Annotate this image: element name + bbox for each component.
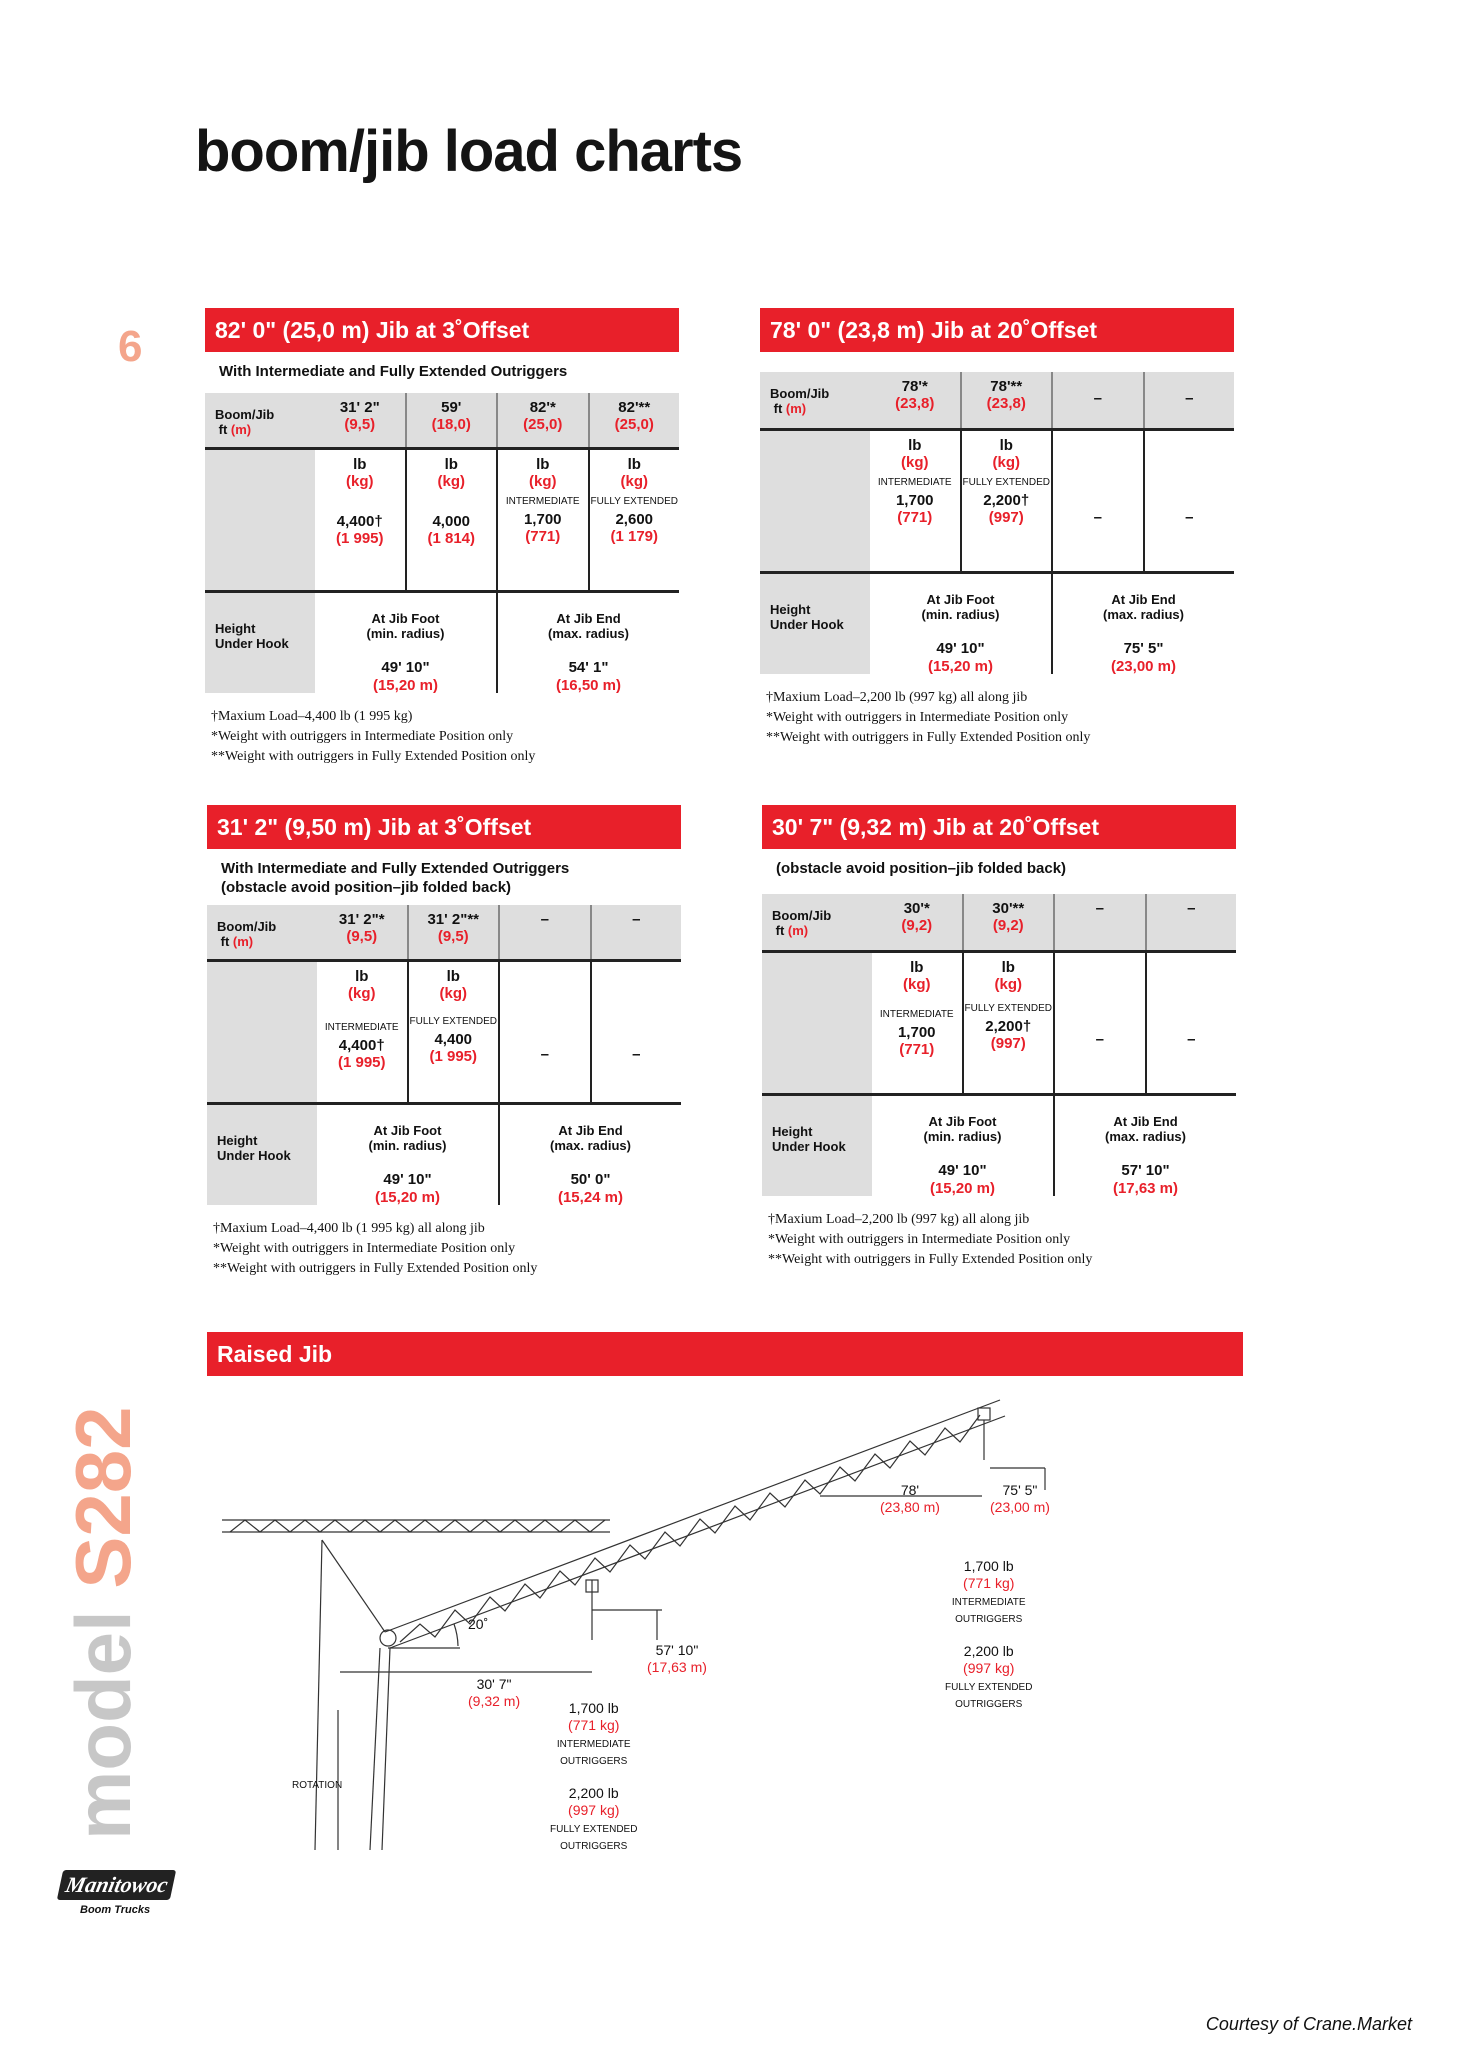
- col-length-m: (23,8): [986, 395, 1026, 412]
- foot-height-m: (15,20 m): [927, 658, 994, 675]
- foot-height-ft: 49' 10": [938, 1162, 987, 1179]
- ft-label: ft: [773, 401, 783, 416]
- foot-height-ft: 49' 10": [383, 1171, 432, 1188]
- height-label: Height: [215, 621, 256, 636]
- end-height-ft: 57' 10": [1121, 1162, 1170, 1179]
- panel-title: 82' 0" (25,0 m) Jib at 3˚Offset: [205, 308, 679, 352]
- panel-subtitle: With Intermediate and Fully Extended Outriggers: [219, 363, 568, 380]
- ft-label: ft: [775, 923, 785, 938]
- footnote: †Maxium Load–2,200 lb (997 kg) all along jib: [768, 1212, 1030, 1227]
- low-load-label: [550, 1700, 637, 1853]
- col-length-m: (18,0): [431, 416, 471, 433]
- outrigger-condition: FULLY EXTENDED: [962, 477, 1050, 488]
- load-lb: 4,400†: [338, 1037, 385, 1054]
- side-model-word: model: [59, 1610, 147, 1840]
- page-title: boom/jib load charts: [195, 119, 743, 184]
- col-length: 31' 2": [339, 399, 380, 416]
- jib-end-label: At Jib End: [1111, 592, 1176, 607]
- min-radius-label: (min. radius): [923, 1129, 1002, 1144]
- load-kg: (997): [988, 509, 1024, 526]
- dim-78-label: [880, 1482, 940, 1516]
- dim-57-10-label: [647, 1642, 707, 1676]
- col-length-m: (9,2): [901, 917, 933, 934]
- footnotes: [762, 1196, 1236, 1270]
- outrigger-condition: OUTRIGGERS: [955, 1614, 1023, 1625]
- kg-label: (kg): [992, 454, 1020, 471]
- load-kg: (771): [525, 528, 561, 545]
- footnote: *Weight with outriggers in Intermediate Position only: [766, 710, 1069, 725]
- foot-height-ft: 49' 10": [381, 659, 430, 676]
- load-lb: –: [1187, 1031, 1196, 1048]
- col-length: 59': [441, 399, 462, 416]
- load-kg: (1 179): [610, 528, 659, 545]
- load-kg: (771 kg): [568, 1717, 620, 1733]
- dim-value: 75' 5": [1002, 1482, 1038, 1498]
- outrigger-condition: FULLY EXTENDED: [590, 496, 678, 507]
- raised-jib-title: Raised Jib: [207, 1332, 1243, 1376]
- load-kg: (1 995): [335, 530, 384, 547]
- outrigger-condition: INTERMEDIATE: [324, 1022, 399, 1033]
- load-kg: (771): [897, 509, 933, 526]
- load-lb: 1,700 lb: [568, 1700, 619, 1716]
- load-kg: (771): [899, 1041, 935, 1058]
- col-length-m: (25,0): [614, 416, 654, 433]
- kg-label: (kg): [437, 473, 465, 490]
- boom-jib-label: Boom/Jib: [770, 386, 830, 401]
- dim-value: 30' 7": [476, 1676, 512, 1692]
- footnote: †Maxium Load–4,400 lb (1 995 kg): [211, 709, 413, 724]
- load-kg: (997 kg): [568, 1802, 620, 1818]
- outrigger-condition: OUTRIGGERS: [560, 1756, 628, 1767]
- under-hook-label: Under Hook: [215, 636, 289, 651]
- logo-mark: Manitowoc: [57, 1870, 177, 1900]
- footnote: *Weight with outriggers in Intermediate Position only: [768, 1232, 1071, 1247]
- dim-value: 78': [900, 1482, 920, 1498]
- under-hook-label: Under Hook: [217, 1148, 291, 1163]
- ft-label: ft: [218, 422, 228, 437]
- jib-end-label: At Jib End: [558, 1123, 623, 1138]
- foot-height-ft: 49' 10": [936, 640, 985, 657]
- outrigger-condition: INTERMEDIATE: [951, 1597, 1026, 1608]
- footnote: †Maxium Load–2,200 lb (997 kg) all along jib: [766, 690, 1028, 705]
- col-length: –: [540, 911, 549, 928]
- end-height-ft: 50' 0": [570, 1171, 611, 1188]
- footnotes: [760, 674, 1234, 748]
- dim-30-7-label: [468, 1676, 520, 1710]
- col-length: 31' 2"**: [427, 911, 480, 928]
- foot-height-m: (15,20 m): [929, 1180, 996, 1197]
- col-length: 78'*: [901, 378, 928, 395]
- min-radius-label: (min. radius): [921, 607, 1000, 622]
- jib-foot-label: At Jib Foot: [926, 592, 995, 607]
- outrigger-condition: FULLY EXTENDED: [964, 1003, 1052, 1014]
- m-label: (m): [785, 401, 807, 416]
- max-radius-label: (max. radius): [1103, 607, 1184, 622]
- height-label: Height: [217, 1133, 258, 1148]
- jib-end-label: At Jib End: [1113, 1114, 1178, 1129]
- col-length: –: [1187, 900, 1196, 917]
- raised-jib-diagram: [210, 1380, 1110, 1860]
- panel-title: 30' 7" (9,32 m) Jib at 20˚Offset: [762, 805, 1236, 849]
- end-height-m: (16,50 m): [555, 677, 622, 694]
- kg-label: (kg): [620, 473, 648, 490]
- boom-jib-label: Boom/Jib: [772, 908, 832, 923]
- col-length: –: [1095, 900, 1104, 917]
- under-hook-label: Under Hook: [772, 1139, 846, 1154]
- kg-label: (kg): [348, 985, 376, 1002]
- load-lb: 4,400: [434, 1031, 473, 1048]
- col-length-m: (9,5): [346, 928, 378, 945]
- ft-label: ft: [220, 934, 230, 949]
- lb-label: lb: [353, 456, 367, 473]
- end-height-m: (15,24 m): [557, 1189, 624, 1206]
- outrigger-condition: INTERMEDIATE: [505, 496, 580, 507]
- kg-label: (kg): [346, 473, 374, 490]
- angle-label: 20˚: [468, 1616, 489, 1632]
- col-length-m: (9,2): [992, 917, 1024, 934]
- col-length-m: (25,0): [523, 416, 563, 433]
- load-lb: 2,200 lb: [963, 1643, 1014, 1659]
- manitowoc-logo: [60, 1870, 170, 1916]
- high-load-label: [945, 1558, 1032, 1711]
- lb-label: lb: [1001, 959, 1015, 976]
- col-length: –: [1185, 390, 1194, 407]
- load-lb: 1,700: [895, 492, 934, 509]
- lb-label: lb: [908, 437, 922, 454]
- panel-title: 31' 2" (9,50 m) Jib at 3˚Offset: [207, 805, 681, 849]
- m-label: (m): [787, 923, 809, 938]
- outrigger-condition: INTERMEDIATE: [879, 1009, 954, 1020]
- load-lb: 4,000: [432, 513, 471, 530]
- load-lb: 2,200†: [985, 1018, 1032, 1035]
- boom-jib-label: Boom/Jib: [215, 407, 275, 422]
- col-length: 31' 2"*: [338, 911, 385, 928]
- footnote: **Weight with outriggers in Fully Extended Position only: [766, 730, 1091, 745]
- foot-height-m: (15,20 m): [372, 677, 439, 694]
- outrigger-condition: OUTRIGGERS: [560, 1841, 628, 1852]
- col-length: –: [632, 911, 641, 928]
- jib-end-label: At Jib End: [556, 611, 621, 626]
- lb-label: lb: [627, 456, 641, 473]
- dim-value: 57' 10": [655, 1642, 699, 1658]
- end-height-m: (17,63 m): [1112, 1180, 1179, 1197]
- load-lb: –: [540, 1046, 549, 1063]
- load-chart-82ft-3deg: [205, 308, 679, 767]
- load-kg: (1 995): [337, 1054, 386, 1071]
- outrigger-condition: FULLY EXTENDED: [409, 1016, 497, 1027]
- rotation-text: ROTATION: [292, 1780, 343, 1791]
- footnote: *Weight with outriggers in Intermediate Position only: [213, 1241, 516, 1256]
- outrigger-condition: OUTRIGGERS: [955, 1699, 1023, 1710]
- load-lb: 4,400†: [336, 513, 383, 530]
- jib-foot-label: At Jib Foot: [371, 611, 440, 626]
- lb-label: lb: [446, 968, 460, 985]
- m-label: (m): [230, 422, 252, 437]
- lb-label: lb: [999, 437, 1013, 454]
- load-kg: (1 995): [429, 1048, 478, 1065]
- col-length-m: (9,5): [437, 928, 469, 945]
- outrigger-condition: INTERMEDIATE: [877, 477, 952, 488]
- load-lb: –: [1185, 509, 1194, 526]
- footnote: †Maxium Load–4,400 lb (1 995 kg) all along jib: [213, 1221, 485, 1236]
- max-radius-label: (max. radius): [548, 626, 629, 641]
- footnote: **Weight with outriggers in Fully Extended Position only: [213, 1261, 538, 1276]
- col-length: 82'**: [618, 399, 651, 416]
- boom-jib-label: Boom/Jib: [217, 919, 277, 934]
- side-model-number: S282: [59, 1406, 147, 1589]
- page-number: 6: [118, 322, 143, 371]
- dim-value-m: (23,00 m): [990, 1499, 1050, 1515]
- col-length: 78'**: [990, 378, 1023, 395]
- outrigger-condition: FULLY EXTENDED: [550, 1824, 638, 1835]
- load-chart-30ft-20deg: [762, 805, 1236, 1270]
- col-length: 30'**: [992, 900, 1025, 917]
- dim-75-5-label: [990, 1482, 1050, 1516]
- panel-subtitle-line2: (obstacle avoid position–jib folded back): [221, 879, 512, 896]
- col-length: 82'*: [529, 399, 556, 416]
- outrigger-condition: INTERMEDIATE: [556, 1739, 631, 1750]
- col-length: –: [1093, 390, 1102, 407]
- lb-label: lb: [355, 968, 369, 985]
- panel-subtitle: [207, 849, 681, 901]
- dim-value-m: (9,32 m): [468, 1693, 521, 1709]
- dim-value-m: (23,80 m): [880, 1499, 940, 1515]
- max-radius-label: (max. radius): [1105, 1129, 1186, 1144]
- logo-subtitle: Boom Trucks: [80, 1904, 151, 1916]
- panel-title: 78' 0" (23,8 m) Jib at 20˚Offset: [760, 308, 1234, 352]
- kg-label: (kg): [994, 976, 1022, 993]
- footnote: **Weight with outriggers in Fully Extended Position only: [211, 749, 536, 764]
- max-radius-label: (max. radius): [550, 1138, 631, 1153]
- height-label: Height: [770, 602, 811, 617]
- lb-label: lb: [910, 959, 924, 976]
- panel-subtitle: (obstacle avoid position–jib folded back): [776, 860, 1067, 877]
- load-kg: (1 814): [427, 530, 476, 547]
- under-hook-label: Under Hook: [770, 617, 844, 632]
- side-model-label: [58, 1406, 147, 1840]
- load-kg: (771 kg): [963, 1575, 1015, 1591]
- load-lb: 1,700: [897, 1024, 936, 1041]
- end-height-m: (23,00 m): [1110, 658, 1177, 675]
- load-lb: –: [1095, 1031, 1104, 1048]
- footnotes: [205, 693, 679, 767]
- end-height-ft: 75' 5": [1123, 640, 1164, 657]
- kg-label: (kg): [903, 976, 931, 993]
- courtesy-note: Courtesy of Crane.Market: [1205, 2014, 1412, 2034]
- col-length-m: (23,8): [895, 395, 935, 412]
- load-chart-31ft-3deg: [207, 805, 681, 1279]
- foot-height-m: (15,20 m): [374, 1189, 441, 1206]
- min-radius-label: (min. radius): [366, 626, 445, 641]
- kg-label: (kg): [529, 473, 557, 490]
- col-length: 30'*: [903, 900, 930, 917]
- jib-foot-label: At Jib Foot: [928, 1114, 997, 1129]
- lb-label: lb: [444, 456, 458, 473]
- load-lb: 1,700 lb: [963, 1558, 1014, 1574]
- dim-value-m: (17,63 m): [647, 1659, 707, 1675]
- load-lb: 2,200†: [983, 492, 1030, 509]
- load-lb: 2,600: [615, 511, 654, 528]
- load-lb: 2,200 lb: [568, 1785, 619, 1801]
- footnote: *Weight with outriggers in Intermediate Position only: [211, 729, 514, 744]
- load-lb: –: [1093, 509, 1102, 526]
- end-height-ft: 54' 1": [568, 659, 609, 676]
- height-label: Height: [772, 1124, 813, 1139]
- load-lb: 1,700: [523, 511, 562, 528]
- footnote: **Weight with outriggers in Fully Extended Position only: [768, 1252, 1093, 1267]
- m-label: (m): [232, 934, 254, 949]
- footnotes: [207, 1205, 681, 1279]
- kg-label: (kg): [901, 454, 929, 471]
- jib-foot-label: At Jib Foot: [373, 1123, 442, 1138]
- panel-subtitle-line1: With Intermediate and Fully Extended Outriggers: [221, 860, 570, 877]
- load-chart-78ft-20deg: [760, 308, 1234, 748]
- load-lb: –: [632, 1046, 641, 1063]
- raised-jib-section: [207, 1332, 1243, 1376]
- load-kg: (997): [990, 1035, 1026, 1052]
- kg-label: (kg): [439, 985, 467, 1002]
- rotation-label: [292, 1775, 342, 1792]
- min-radius-label: (min. radius): [368, 1138, 447, 1153]
- col-length-m: (9,5): [344, 416, 376, 433]
- lb-label: lb: [536, 456, 550, 473]
- load-kg: (997 kg): [963, 1660, 1015, 1676]
- outrigger-condition: FULLY EXTENDED: [945, 1682, 1033, 1693]
